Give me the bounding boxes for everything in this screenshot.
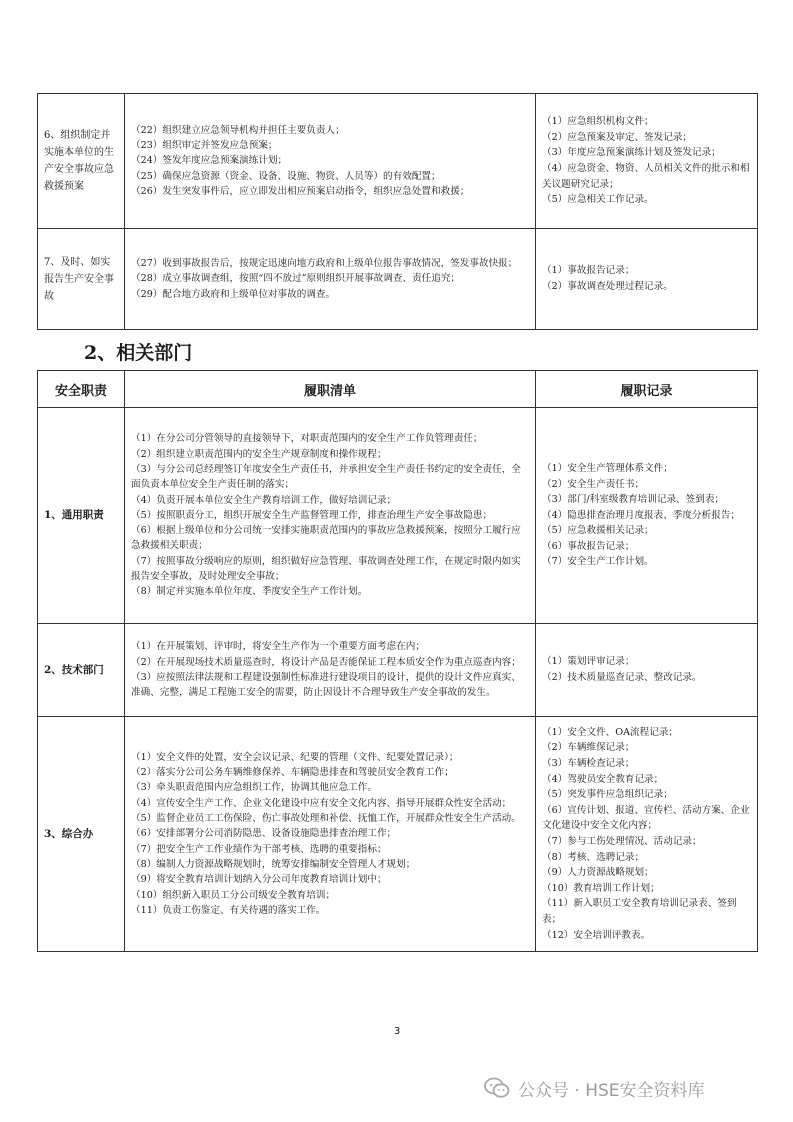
record-item: （5）应急救援相关记录； bbox=[542, 525, 654, 537]
list-item: （6）根据上级单位和分公司统一安排实施职责范围内的事故应急救援预案，按照分工履行应急救援相关职责； bbox=[131, 525, 521, 552]
duty-cell: 3、综合办 bbox=[38, 717, 125, 952]
record-item: （2）技术质量巡查记录、整改记录。 bbox=[542, 672, 702, 683]
record-item: （10）教育培训工作计划； bbox=[542, 882, 660, 894]
record-item: （2）车辆维保记录； bbox=[542, 742, 635, 754]
record-item: （6）事故报告记录； bbox=[542, 540, 635, 552]
duty-list-cell bbox=[125, 624, 536, 717]
record-item: （11）新入职员工安全教育培训记录表、签到表； bbox=[542, 898, 737, 925]
wechat-icon bbox=[484, 1077, 510, 1099]
list-item: （7）按照事故分级响应的原则，组织做好应急管理、事故调查处理工作，在规定时限内如实报告安全事故，及时处理安全事故； bbox=[131, 555, 521, 583]
list-item: （23）组织审定并签发应急预案； bbox=[131, 140, 278, 152]
list-item: （2）在开展现场技术质量巡查时，将设计产品是否能保证工程本质安全作为重点巡查内容； bbox=[131, 656, 521, 668]
list-item: （11）负责工伤鉴定、有关待遇的落实工作。 bbox=[131, 904, 326, 916]
table-header bbox=[38, 371, 758, 408]
list-item: （1）安全文件的处置，安全会议记录、纪要的管理（文件、纪要处置记录）； bbox=[131, 751, 459, 763]
record-item: （7）安全生产工作计划。 bbox=[542, 556, 654, 568]
duty-cell: 2、技术部门 bbox=[38, 624, 125, 717]
table2-body bbox=[38, 408, 758, 952]
table-row bbox=[38, 408, 758, 624]
record-list-cell bbox=[536, 229, 758, 330]
list-item: （25）确保应急资源（资金、设备、设施、物资、人员等）的有效配置； bbox=[131, 170, 441, 182]
list-item: （4）宣传安全生产工作、企业文化建设中应有安全文化内容、指导开展群众性安全活动； bbox=[131, 797, 512, 809]
list-item: （2）组织建立职责范围内的安全生产规章制度和操作规程； bbox=[131, 448, 387, 460]
record-list-cell bbox=[536, 94, 758, 229]
list-item: （1）在开展策划、评审时，将安全生产作为一个重要方面考虑在内； bbox=[131, 641, 425, 653]
record-item: （9）人力资源战略规划； bbox=[542, 867, 654, 879]
watermark bbox=[484, 1074, 705, 1102]
list-item: （5）按照职责分工，组织开展安全生产监督管理工作，排查治理生产安全事故隐患； bbox=[131, 509, 493, 521]
list-item: （3）牵头职责范围内应急组织工作，协调其他应急工作。 bbox=[131, 782, 377, 794]
duty-list-cell bbox=[125, 408, 536, 624]
list-item: （28）成立事故调查组，按照“四不放过”原则组织开展事故调查、责任追究； bbox=[131, 273, 461, 285]
record-item: （4）驾驶员安全教育记录； bbox=[542, 773, 664, 785]
list-item: （9）将安全教育培训计划纳入分公司年度教育培训计划中； bbox=[131, 874, 387, 886]
record-item: （1）安全生产管理体系文件； bbox=[542, 462, 673, 474]
table-row bbox=[38, 94, 758, 229]
duty-cell: 7、及时、如实报告生产安全事故 bbox=[38, 229, 125, 330]
record-item: （2）应急预案及审定、签发记录； bbox=[542, 131, 693, 143]
record-list-cell bbox=[536, 624, 758, 717]
duty-list-cell bbox=[125, 94, 536, 229]
list-item: （4）负责开展本单位安全生产教育培训工作，做好培训记录； bbox=[131, 494, 397, 506]
record-item: （3）车辆检查记录； bbox=[542, 758, 635, 770]
table-row bbox=[38, 624, 758, 717]
record-item: （12）安全培训评教表。 bbox=[542, 929, 651, 941]
table-row bbox=[38, 717, 758, 952]
record-item: （8）考核、选聘记录； bbox=[542, 851, 645, 863]
header-items: 履职清单 bbox=[125, 371, 536, 408]
record-item: （4）隐患排查治理月度报表、季度分析报告； bbox=[542, 509, 740, 521]
list-item: （2）落实分公司公务车辆维修保养、车辆隐患排查和驾驶员安全教育工作； bbox=[131, 767, 454, 779]
record-item: （5）突发事件应急组织记录； bbox=[542, 789, 673, 801]
table1-body bbox=[38, 94, 758, 330]
duty-cell: 1、通用职责 bbox=[38, 408, 125, 624]
record-item: （4）应急资金、物资、人员相关文件的批示和相关议题研究记录； bbox=[542, 163, 750, 190]
list-item: （22）组织建立应急领导机构并担任主要负责人； bbox=[131, 124, 345, 136]
list-item: （26）发生突发事件后，应立即发出相应预案启动指令，组织应急处置和救援； bbox=[131, 185, 470, 197]
section-title: 2、相关部门 bbox=[84, 342, 193, 364]
record-item: （1）应急组织机构文件； bbox=[542, 116, 654, 128]
list-item: （27）收到事故报告后，按规定迅速向地方政府和上级单位报告事故情况，签发事故快报； bbox=[131, 258, 518, 270]
record-item: （1）安全文件、OA流程记录； bbox=[542, 726, 679, 738]
list-item: （29）配合地方政府和上级单位对事故的调查。 bbox=[131, 288, 336, 300]
list-item: （1）在分公司分管领导的直接领导下，对职责范围内的安全生产工作负管理责任； bbox=[131, 433, 483, 445]
record-item: （2）事故调查处理过程记录。 bbox=[542, 281, 673, 292]
record-item: （2）安全生产责任书； bbox=[542, 478, 645, 490]
record-item: （7）参与工伤处理情况、活动记录； bbox=[542, 836, 702, 847]
watermark-text: 公众号 · HSE安全资料库 bbox=[518, 1080, 705, 1101]
header-duty: 安全职责 bbox=[38, 371, 125, 408]
department-responsibility-table bbox=[37, 370, 758, 952]
duty-list-cell bbox=[125, 717, 536, 952]
list-item: （8）制定并实施本单位年度、季度安全生产工作计划。 bbox=[131, 586, 368, 598]
record-item: （3）年度应急预案演练计划及签发记录； bbox=[542, 147, 721, 159]
list-item: （24）签发年度应急预案演练计划； bbox=[131, 155, 288, 167]
record-item: （6）宣传计划、报道、宣传栏、活动方案、企业文化建设中安全文化内容； bbox=[542, 804, 750, 832]
list-item: （7）把安全生产工作业绩作为干部考核、选聘的重要指标； bbox=[131, 843, 387, 855]
responsibility-table-continued bbox=[37, 93, 758, 330]
list-item: （3）与分公司总经理签订年度安全生产责任书，并承担安全生产责任书约定的安全责任，全面负责本单位安全生产责任制的落实； bbox=[131, 463, 521, 491]
record-list-cell bbox=[536, 717, 758, 952]
page-number: 3 bbox=[393, 1026, 401, 1037]
duty-cell: 6、组织制定并实施本单位的生产安全事故应急救援预案 bbox=[38, 94, 125, 229]
record-item: （5）应急相关工作记录。 bbox=[542, 194, 654, 206]
list-item: （6）安排部署分公司消防隐患、设备设施隐患排查治理工作； bbox=[131, 828, 397, 840]
list-item: （3）应按照法律法规和工程建设强制性标准进行建设项目的设计，提供的设计文件应真实、准确、完整，满足工程施工安全的需要，防止因设计不合理导致生产安全事故的发生。 bbox=[131, 672, 521, 699]
record-item: （1）事故报告记录； bbox=[542, 265, 635, 277]
duty-list-cell bbox=[125, 229, 536, 330]
list-item: （8）编制人力资源战略规划时，统筹安排编制安全管理人才规划； bbox=[131, 858, 416, 870]
list-item: （10）组织新入职员工分公司级安全教育培训； bbox=[131, 889, 336, 901]
header-records: 履职记录 bbox=[536, 371, 758, 408]
header-row bbox=[38, 371, 758, 408]
table-row bbox=[38, 229, 758, 330]
record-item: （3）部门/科室级教育培训记录、签到表； bbox=[542, 494, 725, 506]
list-item: （5）监督企业员工工伤保险、伤亡事故处理和补偿、抚恤工作，开展群众性安全生产活动。 bbox=[131, 813, 521, 825]
record-item: （1）策划评审记录； bbox=[542, 656, 635, 668]
record-list-cell bbox=[536, 408, 758, 624]
